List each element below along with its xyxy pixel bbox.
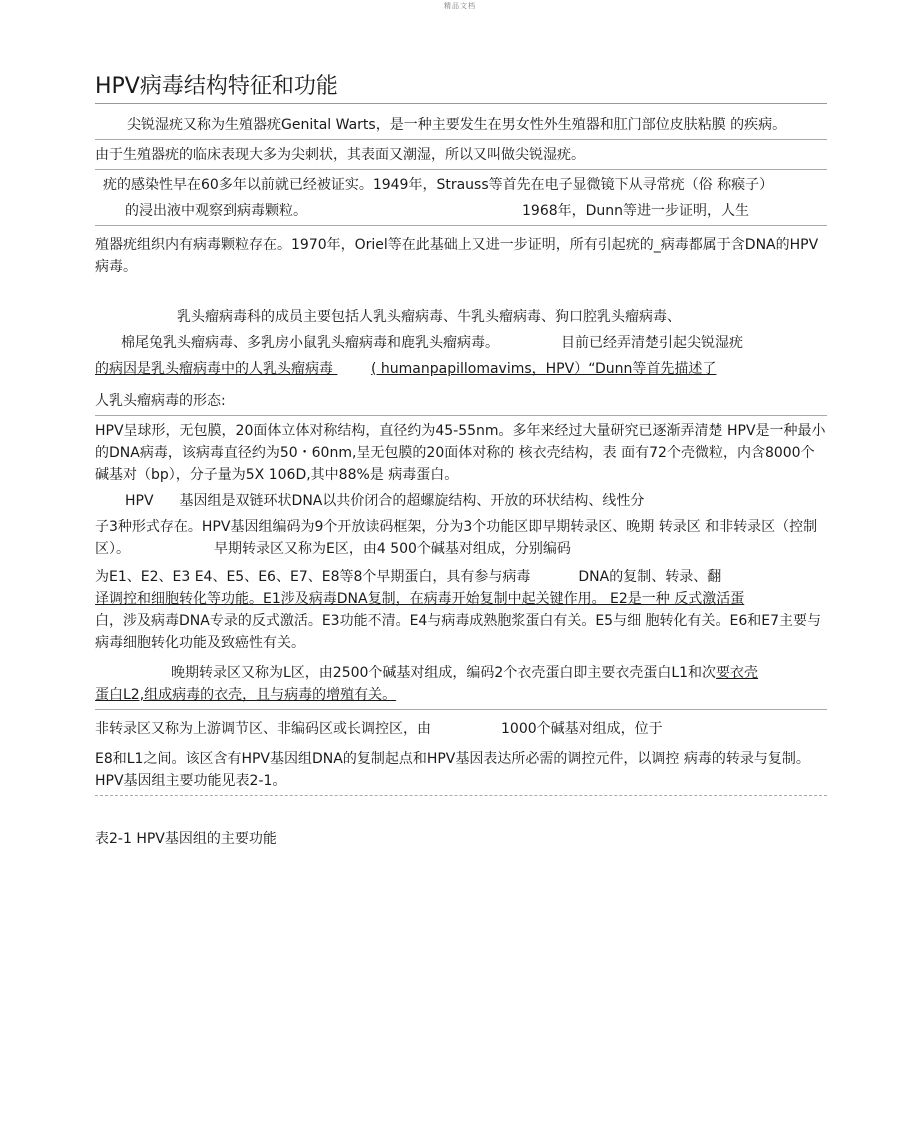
noncoding-line-2: E8和L1之间。该区含有HPV基因组DNA的复制起点和HPV基因表达所必需的调控元件，以调控 病毒的转录与复制。HPV基因组主要功能见表2-1。 bbox=[95, 748, 827, 796]
family-line-2 bbox=[95, 332, 827, 354]
document-body bbox=[95, 72, 827, 850]
late-line-2 bbox=[95, 684, 827, 710]
genome-line-3 bbox=[95, 566, 827, 588]
noncoding-line-1 bbox=[95, 718, 827, 740]
family-line-3-right: ( humanpapillomavims，HPV）“Dunn等首先描述了 bbox=[371, 361, 717, 377]
genome-line-4 bbox=[95, 588, 827, 610]
noncoding-line-1-left: 非转录区又称为上游调节区、非编码区或长调控区，由 bbox=[95, 721, 431, 737]
genome-line-3-left: 为E1、E2、E3 E4、E5、E6、E7、E8等8个早期蛋白，具有参与病毒 bbox=[95, 569, 531, 585]
genome-line-1-left: HPV bbox=[125, 493, 154, 509]
morphology-heading: 人乳头瘤病毒的形态: bbox=[95, 390, 827, 416]
genome-line-5: 白，涉及病毒DNA专录的反式激活。E3功能不清。E4与病毒成熟胞浆蛋白有关。E5与细 胞转化有关。E6和E7主要与病毒细胞转化功能及致癌性有关。 bbox=[95, 613, 822, 651]
running-header: 精品文档 bbox=[444, 2, 476, 10]
genome-line-2-tail: 早期转录区又称为E区，由4 500个碱基对组成，分别编码 bbox=[214, 541, 571, 557]
intro-paragraph-3b bbox=[95, 200, 827, 226]
genome-line-2-main: 子3种形式存在。HPV基因组编码为9个开放读码框架，分为3个功能区即早期转录区、晚期 转录区 和非转录区（控制区）。 bbox=[95, 519, 818, 557]
family-line-3-left: 的病因是乳头瘤病毒中的人乳头瘤病毒 bbox=[95, 361, 333, 377]
late-line-1-prefix: 晚期转录区又称为L区，由2500个碱基对组成，编码2个衣壳蛋白即主要衣壳蛋白L1和次 bbox=[171, 665, 717, 681]
intro-paragraph-2: 由于生殖器疣的临床表现大多为尖刺状，其表面又潮湿，所以又叫做尖锐湿疣。 bbox=[95, 144, 827, 170]
intro-paragraph-3c: 殖器疣组织内有病毒颗粒存在。1970年，Oriel等在此基础上又进一步证明，所有引起疣的_病毒都属于含DNA的HPV病毒。 bbox=[95, 237, 819, 275]
late-line-2-text: 蛋白L2,组成病毒的衣壳，且与病毒的增殖有关。 bbox=[95, 687, 397, 703]
intro-paragraph-1: 尖锐湿疣又称为生殖器疣Genital Warts，是一种主要发生在男女性外生殖器和肛门部位皮肤粘膜 的疾病。 bbox=[95, 114, 827, 140]
family-line-1: 乳头瘤病毒科的成员主要包括人乳头瘤病毒、牛乳头瘤病毒、狗口腔乳头瘤病毒、 bbox=[177, 309, 681, 325]
morphology-paragraph: HPV呈球形，无包膜，20面体立体对称结构，直径约为45-55nm。多年来经过大量研究已逐渐弄清楚 HPV是一种最小的DNA病毒，该病毒直径约为50・60nm,呈无包膜的20面体对称的 核衣壳结构，表 面有72个壳微粒，内含8000个碱基对（bp），分子量为5X 106D,其中88%是 病毒蛋白。 bbox=[95, 423, 826, 483]
intro-line-left: 的浸出液中观察到病毒颗粒。 bbox=[125, 203, 307, 219]
late-line-1 bbox=[95, 662, 827, 684]
family-line-2-left: 棉尾兔乳头瘤病毒、多乳房小鼠乳头瘤病毒和鹿乳头瘤病毒。 bbox=[121, 335, 499, 351]
intro-paragraph-3a: 疣的感染性早在60多年以前就已经被证实。1949年，Strauss等首先在电子显微镜下从寻常疣（俗 称瘊子） bbox=[103, 177, 774, 193]
family-line-2-right: 目前已经弄清楚引起尖锐湿疣 bbox=[561, 335, 743, 351]
page-title: HPV病毒结构特征和功能 bbox=[95, 72, 827, 104]
intro-line-right: 1968年，Dunn等进一步证明，人生 bbox=[522, 203, 750, 219]
genome-line-1-right: 基因组是双链环状DNA以共价闭合的超螺旋结构、开放的环状结构、线性分 bbox=[179, 493, 645, 509]
noncoding-line-1-right: 1000个碱基对组成，位于 bbox=[501, 721, 663, 737]
genome-line-1 bbox=[95, 490, 827, 512]
genome-line-3-right: DNA的复制、转录、翻 bbox=[578, 569, 722, 585]
table-caption: 表2-1 HPV基因组的主要功能 bbox=[95, 831, 277, 847]
family-line-3 bbox=[95, 358, 827, 380]
genome-line-2 bbox=[95, 516, 827, 560]
late-line-1-underlined: 要衣壳 bbox=[716, 665, 759, 681]
genome-line-4-text: 译调控和细胞转化等功能。E1涉及病毒DNA复制，在病毒开始复制中起关键作用。 E2是一种 反式激活蛋 bbox=[95, 591, 745, 607]
